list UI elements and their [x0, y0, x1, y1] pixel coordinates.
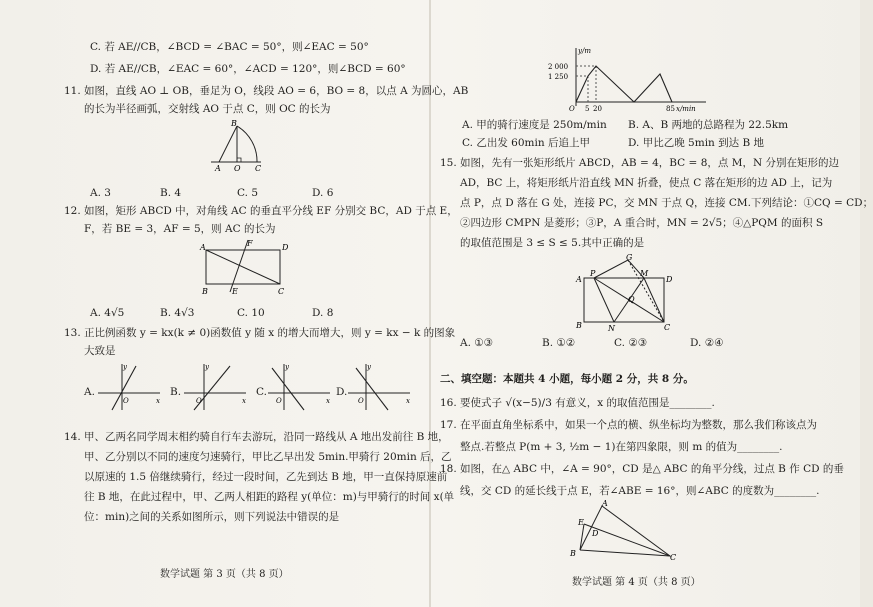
q12-label-d: D	[282, 243, 289, 252]
svg-text:A: A	[576, 275, 582, 284]
q13-option-a-label: A.	[84, 386, 95, 398]
svg-text:M: M	[640, 269, 649, 278]
graph-ytick-2000: 2 000	[548, 63, 569, 71]
q12-option-a: A. 4√5	[90, 307, 125, 319]
svg-text:y: y	[367, 363, 371, 371]
svg-text:A: A	[602, 499, 608, 508]
graph-origin: O	[569, 105, 575, 113]
q11-label-b: B	[231, 119, 237, 128]
q15-stem-line1: 15. 如图，先有一张矩形纸片 ABCD，AB = 4，BC = 8，点 M，N 分别在矩形的边	[440, 157, 839, 169]
q17-stem-line1: 17. 在平面直角坐标系中，如果一个点的横、纵坐标均为整数，那么我们称该点为	[440, 419, 818, 431]
svg-text:E: E	[578, 518, 584, 527]
q13-graph-a	[96, 362, 164, 412]
q15-stem-line3: 点 P，点 D 落在 G 处，连接 PC，交 MN 于点 Q，连接 CM.下列结论：①CQ = CD；	[460, 197, 873, 209]
q18-stem-line1: 18. 如图，在△ ABC 中，∠A = 90°，CD 是△ ABC 的角平分线，过点 B 作 CD 的垂	[440, 463, 844, 475]
q14-stem-line1: 14. 甲、乙两名同学周末相约骑自行车去游玩，沿同一路线从 A 地出发前往 B 地，	[64, 431, 449, 443]
q12-stem-line2: F，若 BE = 3，AF = 5，则 AC 的长为	[84, 223, 276, 235]
svg-text:y: y	[205, 363, 209, 371]
svg-text:C: C	[670, 553, 677, 562]
svg-text:x: x	[406, 397, 410, 405]
q11-label-o: O	[234, 164, 241, 173]
q14-stem-line3: 以原速的 1.5 倍继续骑行，经过一段时间，乙先到达 B 地，甲一直保持原速前	[84, 471, 448, 483]
graph-ytick-1250: 1 250	[548, 73, 569, 81]
q18-stem-line2: 线，交 CD 的延长线于点 E，若∠ABE = 16°，则∠ABC 的度数为________.	[460, 485, 820, 497]
q14-distance-graph	[548, 44, 710, 114]
q13-graph-d	[346, 362, 414, 412]
q11-label-a: A	[215, 164, 221, 173]
section-2-heading: 二、填空题：本题共 4 小题，每小题 2 分，共 8 分。	[440, 373, 694, 385]
q16-stem: 16. 要使式子 √(x−5)/3 有意义，x 的取值范围是________.	[440, 397, 715, 409]
q13-stem-line1: 13. 正比例函数 y = kx(k ≠ 0)函数值 y 随 x 的增大而增大，则 y = kx − k 的图象	[64, 327, 456, 339]
q12-label-c: C	[278, 287, 285, 296]
svg-text:O: O	[123, 397, 129, 405]
svg-text:N: N	[608, 324, 615, 333]
svg-text:O: O	[358, 397, 364, 405]
svg-text:P: P	[590, 269, 596, 278]
q18-figure	[566, 500, 678, 562]
q14-option-c: C. 乙出发 60min 后追上甲	[462, 137, 590, 149]
q11-label-c: C	[255, 164, 262, 173]
svg-text:O: O	[196, 397, 202, 405]
q13-option-c-label: C.	[256, 386, 267, 398]
q13-option-d-label: D.	[336, 386, 348, 398]
q15-stem-line4: ②四边形 CMPN 是菱形；③P，A 重合时，MN = 2√5；④△PQM 的面积 S	[460, 217, 824, 229]
q12-label-a: A	[200, 243, 206, 252]
q15-figure	[570, 252, 674, 332]
q15-option-a: A. ①③	[460, 337, 494, 349]
graph-xtick-85: 85	[666, 105, 675, 113]
q15-option-b: B. ①②	[542, 337, 576, 349]
q13-option-b-label: B.	[170, 386, 182, 398]
q14-stem-line2: 甲、乙分别以不同的速度匀速骑行，甲比乙早出发 5min.甲骑行 20min 后，乙	[84, 451, 452, 463]
q14-stem-line4: 往 B 地，在此过程中，甲、乙两人相距的路程 y(单位：m)与甲骑行的时间 x(单	[84, 491, 455, 503]
q10-option-c: C. 若 AE//CB，∠BCD = ∠BAC = 50°，则∠EAC = 50°	[90, 41, 369, 53]
q11-option-a: A. 3	[90, 187, 111, 199]
svg-text:x: x	[326, 397, 330, 405]
svg-text:D: D	[592, 529, 599, 538]
svg-text:C: C	[664, 323, 671, 332]
svg-text:x: x	[156, 397, 160, 405]
q14-stem-line5: 位：min)之间的关系如图所示，则下列说法中错误的是	[84, 511, 340, 523]
svg-text:Q: Q	[628, 295, 635, 304]
graph-xlabel: x/min	[676, 105, 696, 113]
q11-option-b: B. 4	[160, 187, 182, 199]
graph-xtick-5: 5	[585, 105, 590, 113]
graph-ylabel: y/m	[578, 47, 591, 55]
svg-text:B: B	[570, 549, 576, 558]
svg-text:x: x	[242, 397, 246, 405]
q14-option-d: D. 甲比乙晚 5min 到达 B 地	[628, 137, 765, 149]
q14-option-b: B. A、B 两地的总路程为 22.5km	[628, 119, 789, 131]
q12-option-b: B. 4√3	[160, 307, 195, 319]
q17-stem-line2: 整点.若整点 P(m + 3, ½m − 1)在第四象限，则 m 的值为________.	[460, 441, 783, 453]
q11-option-c: C. 5	[237, 187, 259, 199]
q15-stem-line2: AD，BC 上，将矩形纸片沿直线 MN 折叠，使点 C 落在矩形的边 AD 上，记为	[460, 177, 833, 189]
q12-label-b: B	[202, 287, 208, 296]
page-footer-right: 数学试题 第 4 页（共 8 页）	[572, 577, 701, 588]
q12-option-c: C. 10	[237, 307, 265, 319]
q12-stem-line1: 12. 如图，矩形 ABCD 中，对角线 AC 的垂直平分线 EF 分别交 BC，AD 于点 E，	[64, 205, 458, 217]
q14-option-a: A. 甲的骑行速度是 250m/min	[462, 119, 607, 131]
svg-text:B: B	[576, 321, 582, 330]
q15-stem-line5: 的取值范围是 3 ≤ S ≤ 5.其中正确的是	[460, 237, 645, 249]
q12-option-d: D. 8	[312, 307, 334, 319]
q11-stem-line2: 的长为半径画弧，交射线 AO 于点 C，则 OC 的长为	[84, 103, 331, 115]
svg-text:D: D	[666, 275, 673, 284]
q15-option-d: D. ②④	[690, 337, 724, 349]
q12-label-e: E	[232, 287, 238, 296]
q11-option-d: D. 6	[312, 187, 334, 199]
q10-option-d: D. 若 AE//CB，∠EAC = 60°，∠ACD = 120°，则∠BCD = 60°	[90, 63, 406, 75]
svg-text:G: G	[626, 253, 633, 262]
page-footer-left: 数学试题 第 3 页（共 8 页）	[160, 569, 289, 580]
q15-option-c: C. ②③	[614, 337, 648, 349]
svg-text:y: y	[285, 363, 289, 371]
graph-xtick-20: 20	[593, 105, 602, 113]
svg-text:O: O	[276, 397, 282, 405]
q11-figure	[205, 118, 265, 174]
q12-label-f: F	[247, 239, 253, 248]
q13-stem-line2: 大致是	[84, 345, 116, 357]
q12-figure	[198, 238, 288, 298]
q13-graph-c	[266, 362, 334, 412]
q13-graph-b	[182, 362, 250, 412]
svg-text:y: y	[123, 363, 127, 371]
q11-stem-line1: 11. 如图，直线 AO ⊥ OB，垂足为 O，线段 AO = 6，BO = 8，以点 A 为圆心，AB	[64, 85, 469, 97]
